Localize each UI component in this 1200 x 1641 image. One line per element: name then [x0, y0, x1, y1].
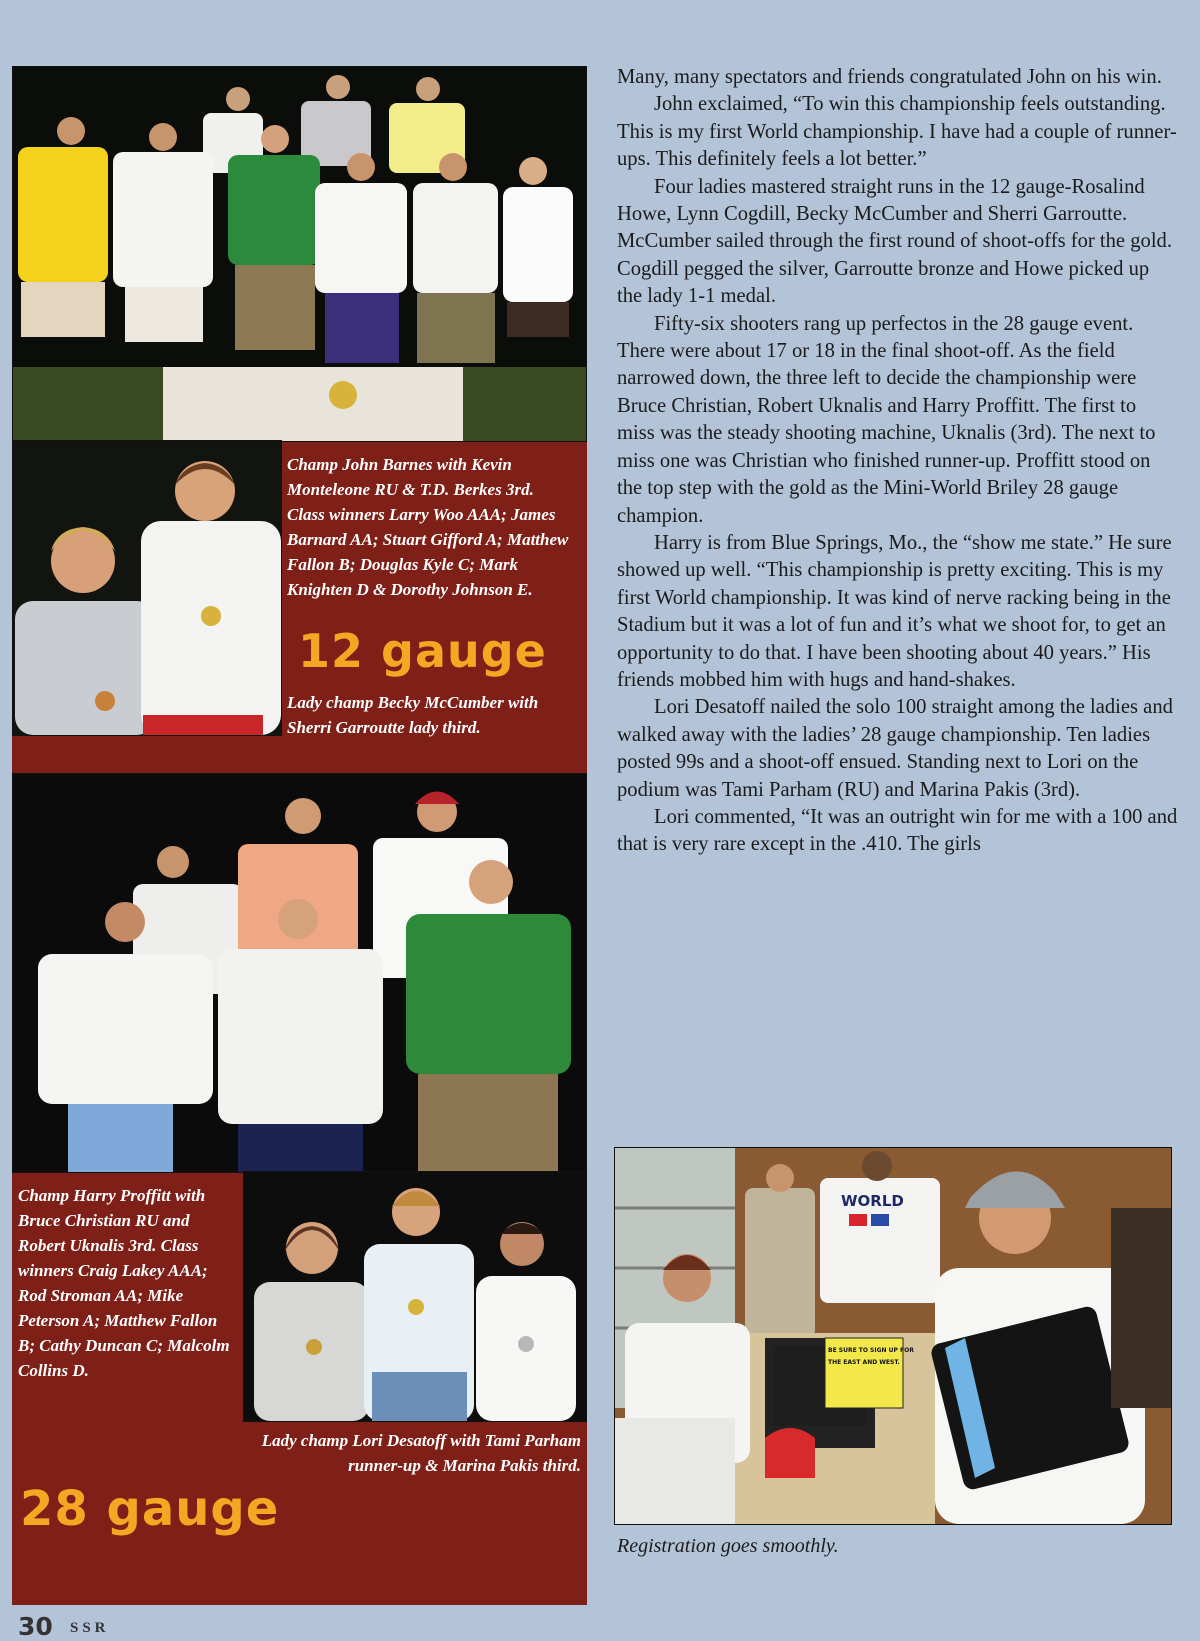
article-body	[617, 64, 1179, 859]
caption-lady-becky: Lady champ Becky McCumber with Sherri Garroutte lady third.	[287, 693, 539, 737]
article-paragraph: Four ladies mastered straight runs in the 12 gauge-Rosalind Howe, Lynn Cogdill, Becky McCumber and Sherri Garroutte. McCumber sailed through the first round of shoot-offs for the gold. Cogdill pegged the silver, Garroutte bronze and Howe picked up the lady 1-1 medal.	[617, 175, 1172, 308]
photo-12-gauge-lady-champs	[12, 440, 282, 736]
caption-champ-john: Champ John Barnes with Kevin Monteleone RU & T.D. Berkes 3rd. Class winners Larry Woo AAA; James Barnard AA; Stuart Gifford A; Matthew Fallon B; Douglas Kyle C; Mark Knighten D & Dorothy Johnson E.	[287, 455, 569, 599]
sign-line-1: BE SURE TO SIGN UP FOR	[828, 1347, 914, 1354]
photo-28-gauge-winners	[12, 773, 587, 1173]
article-paragraph: John exclaimed, “To win this championship feels outstanding. This is my first World championship. I have had a couple of runner-ups. This definitely feels a lot better.”	[617, 93, 1177, 171]
heading-28-gauge: 28 gauge	[20, 1481, 280, 1537]
photo-registration	[614, 1147, 1172, 1525]
caption-champ-harry: Champ Harry Proffitt with Bruce Christian RU and Robert Uknalis 3rd. Class winners Craig Lakey AAA; Rod Stroman AA; Mike Peterson A; Matthew Fallon B; Cathy Duncan C; Malcolm Collins D.	[18, 1186, 230, 1380]
article-paragraph: Fifty-six shooters rang up perfectos in the 28 gauge event. There were about 17 or 18 in the final shoot-off. As the field narrowed down, the three left to decide the championship were Bruce Christian, Robert Uknalis and Harry Proffitt. The first to miss was the steady shooting machine, Uknalis (3rd). The next to miss one was Christian who finished runner-up. Proffitt stood on the top step with the gold as the Mini-World Briley 28 gauge champion.	[617, 312, 1156, 527]
article-paragraph: Many, many spectators and friends congratulated John on his win.	[617, 66, 1162, 88]
caption-lady-lori: Lady champ Lori Desatoff with Tami Parham runner-up & Marina Pakis third.	[261, 1431, 581, 1475]
caption-registration: Registration goes smoothly.	[617, 1535, 839, 1557]
article-paragraph: Harry is from Blue Springs, Mo., the “show me state.” He sure showed up well. “This championship is pretty exciting. This is my first World championship. It was kind of nerve racking being in the Stadium but it was a lot of fun and it’s what we shoot for, to get an opportunity to do that. I have been shooting about 40 years.” His friends mobbed him with hugs and hand-shakes.	[617, 531, 1172, 691]
article-paragraph: Lori commented, “It was an outright win for me with a 100 and that is very rare except in the .410. The girls	[617, 805, 1178, 856]
world-shirt-text: WORLD	[841, 1192, 904, 1210]
photo-28-gauge-lady-champs	[243, 1171, 587, 1422]
photo-12-gauge-winners	[12, 66, 587, 442]
heading-12-gauge: 12 gauge	[298, 624, 547, 678]
sign-line-2: THE EAST AND WEST.	[828, 1359, 900, 1366]
page-number: 30	[18, 1612, 53, 1641]
magazine-name: SSR	[70, 1620, 110, 1636]
article-paragraph: Lori Desatoff nailed the solo 100 straight among the ladies and walked away with the ladies’ 28 gauge championship. Ten ladies posted 99s and a shoot-off ensued. Standing next to Lori on the podium was Tami Parham (RU) and Marina Pakis (3rd).	[617, 696, 1173, 801]
